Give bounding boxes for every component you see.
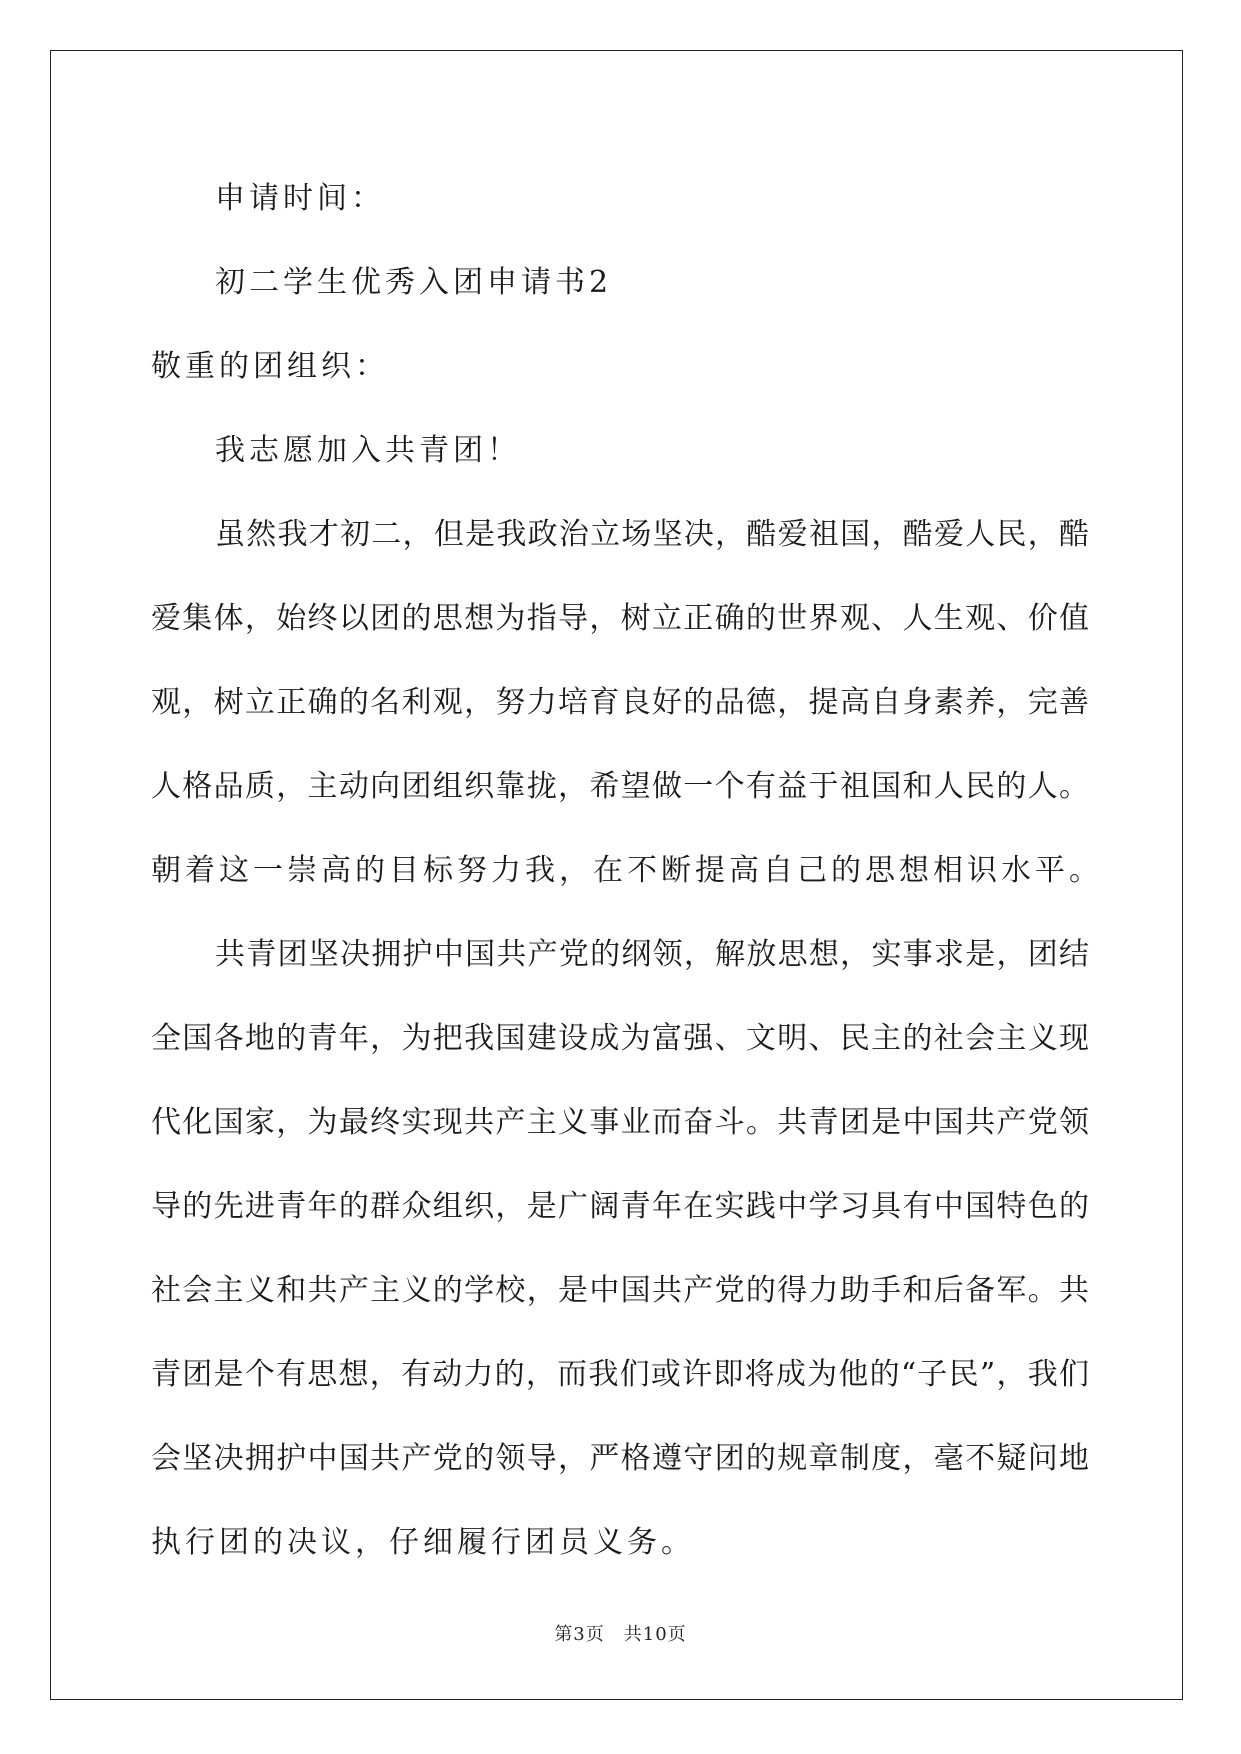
text-line: 青团是个有思想，有动力的，而我们或许即将成为他的“子民”，我们 (151, 1357, 1089, 1392)
page-number-footer: 第3页 共10页 (554, 1624, 687, 1645)
text-line: 敬重的团组织： (151, 349, 389, 384)
text-line: 初二学生优秀入团申请书2 (215, 265, 613, 300)
text-line: 会坚决拥护中国共产党的领导，严格遵守团的规章制度，毫不疑问地 (151, 1441, 1089, 1476)
text-line: 全国各地的青年，为把我国建设成为富强、文明、民主的社会主义现 (151, 1021, 1089, 1056)
text-line: 虽然我才初二，但是我政治立场坚决，酷爱祖国，酷爱人民，酷 (215, 517, 1089, 552)
text-line: 代化国家，为最终实现共产主义事业而奋斗。共青团是中国共产党领 (151, 1105, 1089, 1140)
document-body (151, 157, 1103, 1585)
text-line: 爱集体，始终以团的思想为指导，树立正确的世界观、人生观、价值 (151, 601, 1089, 636)
text-line: 执行团的决议，仔细履行团员义务。 (151, 1525, 695, 1560)
text-line: 导的先进青年的群众组织，是广阔青年在实践中学习具有中国特色的 (151, 1189, 1089, 1224)
text-line: 申请时间： (215, 181, 385, 216)
text-line: 朝着这一崇高的目标努力我，在不断提高自己的思想相识水平。 (151, 853, 1103, 888)
text-line: 我志愿加入共青团！ (215, 433, 521, 468)
text-line: 观，树立正确的名利观，努力培育良好的品德，提高自身素养，完善 (151, 685, 1089, 720)
text-line: 共青团坚决拥护中国共产党的纲领，解放思想，实事求是，团结 (215, 937, 1089, 972)
text-line: 社会主义和共产主义的学校，是中国共产党的得力助手和后备军。共 (151, 1273, 1089, 1308)
text-line: 人格品质，主动向团组织靠拢，希望做一个有益于祖国和人民的人。 (151, 769, 1089, 804)
